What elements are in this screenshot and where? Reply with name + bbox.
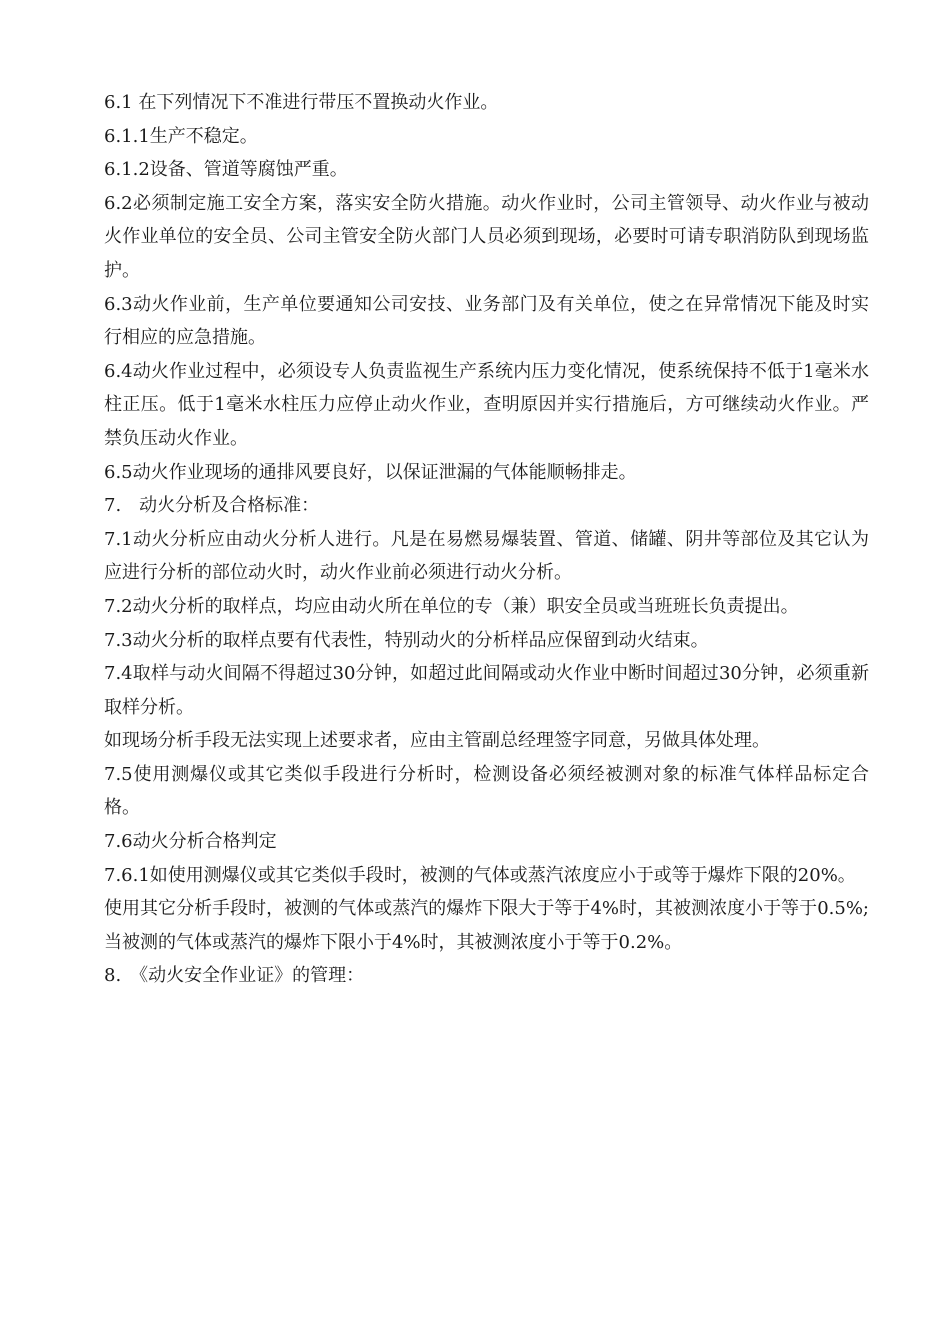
clause-7-6-1-note: 使用其它分析手段时，被测的气体或蒸汽的爆炸下限大于等于4%时，其被测浓度小于等于0.5%;当被测的气体或蒸汽的爆炸下限小于4%时，其被测浓度小于等于0.2%。: [104, 898, 869, 953]
clause-7-6-1: 7.6.1如使用测爆仪或其它类似手段时，被测的气体或蒸汽浓度应小于或等于爆炸下限的20%。: [104, 864, 856, 886]
clause-6-1-2: 6.1.2设备、管道等腐蚀严重。: [104, 159, 348, 181]
clause-6-3: 6.3动火作业前，生产单位要通知公司安技、业务部门及有关单位，使之在异常情况下能及时实行相应的应急措施。: [104, 293, 869, 349]
clause-7-4-note: 如现场分析手段无法实现上述要求者，应由主管副总经理签字同意，另做具体处理。: [104, 730, 770, 752]
clause-7-2: 7.2动火分析的取样点，均应由动火所在单位的专（兼）职安全员或当班班长负责提出。: [104, 595, 799, 617]
clause-6-1: 6.1 在下列情况下不准进行带压不置换动火作业。: [104, 92, 499, 113]
clause-6-1-1: 6.1.1生产不稳定。: [104, 125, 258, 147]
clause-7-4: 7.4取样与动火间隔不得超过30分钟，如超过此间隔或动火作业中断时间超过30分钟，必须重新取样分析。: [104, 663, 869, 718]
clause-6-5: 6.5动火作业现场的通排风要良好，以保证泄漏的气体能顺畅排走。: [104, 461, 637, 483]
clause-7-3: 7.3动火分析的取样点要有代表性，特别动火的分析样品应保留到动火结束。: [104, 629, 709, 651]
clause-6-4: 6.4动火作业过程中，必须设专人负责监视生产系统内压力变化情况，使系统保持不低于1毫米水柱正压。低于1毫米水柱压力应停止动火作业，查明原因并实行措施后，方可继续动火作业。严禁负压动火作业。: [104, 360, 869, 449]
section-7-heading: 7. 动火分析及合格标准：: [104, 495, 320, 517]
document-body: [104, 86, 869, 993]
clause-6-2: 6.2必须制定施工安全方案，落实安全防火措施。动火作业时，公司主管领导、动火作业与被动火作业单位的安全员、公司主管安全防火部门人员必须到现场，必要时可请专职消防队到现场监护。: [104, 192, 869, 281]
clause-7-6: 7.6动火分析合格判定: [104, 831, 277, 853]
clause-7-5: 7.5使用测爆仪或其它类似手段进行分析时，检测设备必须经被测对象的标准气体样品标定合格。: [104, 763, 869, 819]
section-8-heading: 8. 《动火安全作业证》的管理：: [104, 965, 365, 987]
clause-7-1: 7.1动火分析应由动火分析人进行。凡是在易燃易爆装置、管道、储罐、阴井等部位及其它认为应进行分析的部位动火时，动火作业前必须进行动火分析。: [104, 528, 869, 584]
